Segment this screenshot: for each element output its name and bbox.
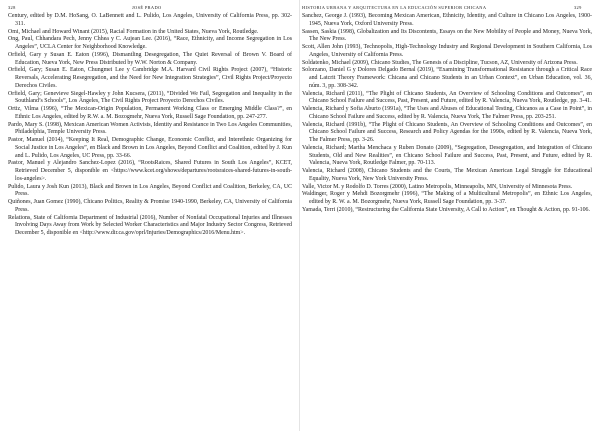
reference-entry: Valencia, Richard (1991b), “The Plight of Chicano Students, An Overview of Schooling Conditions and Outcomes”, en Chicano School Failure and Success, Research and Policy Agendas for the 1990s, edited by R. Valencia, Nueva York, The Falmer Press, pp. 3-26. bbox=[302, 121, 592, 143]
reference-entry: Valencia, Richard (2008), Chicano Students and the Courts, The Mexican American Legal Struggle for Educational Equality, Nueva York, New York University Press. bbox=[302, 168, 592, 182]
reference-entry: Pastor, Manuel y Alejandro Sanchez-Lopez (2016), “RootsRaices, Shared Futures in South Los Angeles”, KCET, Retrieved December 5, disponible en <https://www.kcet.org/shows/departures/rootsraices-shared-futures-in-south-los-angeles>. bbox=[8, 160, 292, 182]
reference-entry: Yamada, Terri (2010), “Restructuring the California State University, A Call to Action”, en Thought & Action, pp. 91-106. bbox=[302, 206, 590, 213]
reference-entry: Sanchez, George J. (1993), Becoming Mexican American, Ethnicity, Identity, and Culture in Chicano Los Angeles, 1900-1945, Nueva York, Oxford University Press. bbox=[302, 13, 592, 27]
reference-entry: Pastor, Manuel (2014), “Keeping It Real, Demographic Change, Economic Conflict, and Interethnic Organizing for Social Justice in Los Angeles”, en Black and Brown in Los Angeles, Beyond Conflict and Coalition, edited by J. Kun and L. Pulido, Los Angeles, UC Press, pp. 33-66. bbox=[8, 137, 292, 159]
reference-entry: Sassen, Saskia (1998), Globalization and Its Discontents, Essays on the New Mobility of People and Money, Nueva York, The New Press. bbox=[302, 28, 592, 43]
right-page bbox=[300, 0, 600, 431]
running-header: HISTORIA URBANA Y ARQUITECTURA EN LA EDUCACIÓN SUPERIOR CHICANA bbox=[302, 5, 487, 10]
reference-entry: Orfield, Gary y Susan E. Eaton (1996), Dismantling Desegregation, The Quiet Reversal of Brown V. Board of Education, Nueva York, New Press Distributed by W.W. Norton & Company. bbox=[8, 51, 292, 66]
reference-entry: Orfield, Gary; Genevieve Siegel-Hawley y John Kucsera, (2011), “Divided We Fail, Segregation and Inequality in the Southland’s Schools”, Los Ángeles, The Civil Rights Project Proyecto Derechos Civiles. bbox=[8, 90, 292, 105]
reference-entry: Waldinger, Roger y Mehdi Bozorgmehr (1996), “The Making of a Multicultural Metropolis”, en Ethnic Los Angeles, edited by R. W. a. M. Bozorgmehr, Nueva York, Russell Sage Foundation, pp. 3-37. bbox=[302, 191, 592, 205]
reference-entry: Pardo, Mary S. (1998), Mexican American Women Activists, Identity and Resistance in Two Los Angeles Communities, Philadelphia, Temple University Press. bbox=[8, 121, 292, 136]
reference-entry: Valencia, Richard; Martha Menchaca y Ruben Donato (2009), “Segregation, Desegregation, and Integration of Chicano Students, Old and New Realities”, en Chicano School Failure and Success, Past, Present, and Future, edited by R. Valencia, Nueva York, Routledge Falmer, pp. 70-113. bbox=[302, 144, 592, 167]
reference-entry: Century, edited by D.M. HoSang, O. LaBennett and L. Pulido, Los Angeles, University of California Press, pp. 302-311. bbox=[8, 13, 292, 27]
page-number: 328 bbox=[8, 5, 16, 10]
reference-entry: Quiñones, Juan Gomez (1990), Chicano Politics, Reality & Promise 1940-1990, Berkeley, CA, University of California Press. bbox=[8, 199, 292, 213]
reference-entry: Ong, Paul, Chhandara Pech, Jenny Chhea y C. Aujean Lee. (2016), “Race, Ethnicity, and Income Segregation in Los Angeles”, UCLA Center for Neighborhood Knowledge. bbox=[8, 36, 292, 50]
reference-entry: Pulido, Laura y Josh Kun (2013), Black and Brown in Los Angeles, Beyond Conflict and Coalition, Berkeley, CA, UC Press. bbox=[8, 183, 292, 198]
reference-entry: Valencia, Richard (2011), “The Plight of Chicano Students, An Overview of Schooling Conditions and Outcomes”, en Chicano School Failure and Success, Past, Present, and Future, edited by R. Valencia, Nueva York, Routledge, pp. 3-41. bbox=[302, 90, 592, 105]
reference-entry: Relations, State of California Department of Industrial (2016), Number of Nonfatal Occupational Injuries and Illnesses Involving Days Away from Work by Selected Worker Characteristics and Major Industry Sector Congress, Retrieved December 5, disponible en <http://www.dir.ca.gov/oprl/Injuries/Demographics/2016/Menu.htm>. bbox=[8, 214, 292, 236]
reference-entry: Soldatenko, Michael (2009), Chicano Studies, The Genesis of a Discipline, Tucson, AZ, University of Arizona Press. bbox=[302, 59, 578, 66]
reference-entry: Orfield, Gary; Susan E. Eaton, Chungmei Lee y Cambridge M.A. Harvard Civil Rights Project (2007), “Historic Reversals, Accelerating Resegregation, and the Need for New Integration Strategies”, Civil Rights Project/Proyecto Derechos Civiles. bbox=[8, 67, 292, 89]
reference-entry: Ortiz, Vilma (1996), “The Mexican-Origin Population, Permanent Working Class or Emerging Middle Class?”, en Ethnic Los Angeles, edited by R.W. a. M. Bozogmehr, Nueva York, Russell Sage Foundation, pp. 247-277. bbox=[8, 106, 292, 120]
reference-entry: Valencia, Richard y Sofia Aburto (1991a), “The Uses and Abuses of Educational Testing, Chicanos as a Case in Point”, in Chicano School Failure and Success, edited by R. Valencia, Nueva York, The Falmer Press, pp. 203-251. bbox=[302, 106, 592, 120]
reference-entry: Valle, Victor M. y Rodolfo D. Torres (2000), Latino Metropolis, Minneapolis, MN, University of Minnesota Press. bbox=[302, 183, 573, 190]
reference-list bbox=[8, 13, 292, 238]
page-number: 329 bbox=[574, 5, 582, 10]
reference-entry: Omi, Michael and Howard Winant (2015), Racial Formation in the United States, Nueva York, Routledge. bbox=[8, 28, 259, 35]
reference-entry: Scott, Allen John (1993), Technopolis, High-Technology Industry and Regional Development in Southern California, Los Angeles, University of California Press. bbox=[302, 44, 592, 58]
running-header: JOSÉ PRADO bbox=[132, 5, 162, 10]
reference-list bbox=[302, 13, 592, 215]
reference-entry: Solorzano, Daniel G y Dolores Delgado Bernal (2019), “Examining Transformational Resistance through a Critical Race and Latcrit Theory Framework: Chicana and Chicano Students in an Urban Context”, en Urban Education, vol. 36, núm. 3, pp. 308-342. bbox=[302, 67, 592, 89]
